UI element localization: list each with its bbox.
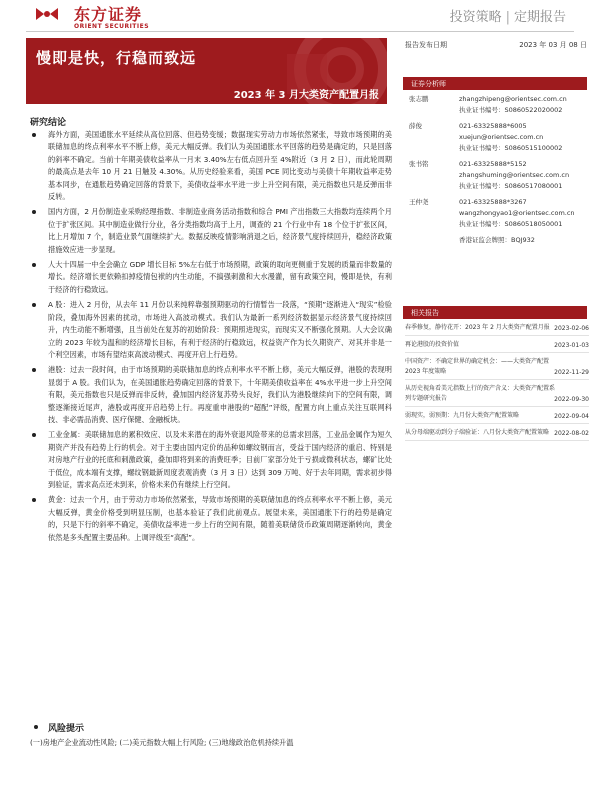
related-report-date: 2022-08-02 (554, 430, 589, 437)
analyst-contact-line: 021-63325888*3267 (459, 198, 527, 206)
license-note: 香港证监会牌照：BQJ932 (459, 236, 535, 244)
report-type-separator: | (505, 10, 510, 25)
bullet-icon (32, 303, 36, 307)
analyst-entry (409, 121, 589, 154)
logo-chinese-name: 东方证券 (74, 5, 143, 24)
related-report-date: 2023-01-03 (554, 342, 589, 349)
analysts-list (409, 94, 589, 246)
analyst-entry (409, 159, 589, 192)
report-title: 慢即是快，行稳而致远 (36, 49, 197, 67)
bullet-icon (32, 498, 36, 502)
analyst-contact (459, 159, 589, 192)
conclusion-paragraph (32, 206, 392, 256)
analyst-name: 薛俊 (409, 122, 422, 130)
related-report-title[interactable]: 从分母端驱动到分子端验证：八月份大类资产配置策略 (405, 429, 550, 436)
report-type-category: 投资策略 (449, 10, 502, 25)
related-report-title[interactable]: 中国资产：不确定世界的确定机会：——大类资产配置 2023 年度策略 (405, 358, 550, 375)
conclusion-paragraph (32, 299, 392, 361)
conclusion-text: 黄金：过去一个月，由于劳动力市场依然紧张，导致市场预期的美联储加息的终点利率水平不断上修，美元大幅反弹，黄金价格受到明显压制，也基本验证了我们此前观点。展望未来，美国通胀下行的趋势是确定的，只是下行的斜率不确定，美债收益率进一步上行的空间有限，随着美联储货币政策周期逐渐转向，黄金依然是多头配置主要品种。上调评级至“高配”。 (48, 495, 392, 542)
risk-title (30, 721, 84, 734)
conclusion-paragraph (32, 259, 392, 296)
analyst-name: 王仲尧 (409, 198, 429, 206)
analyst-entry (409, 197, 589, 230)
analyst-contact-line: 执业证书编号：S0860517080001 (459, 182, 563, 190)
related-reports-header: 相关报告 (403, 306, 587, 319)
conclusion-text: 人大十四届一中全会确立 GDP 增长目标 5%左右低于市场预期，政策的取向更侧重于发展的质量而非数量的增长。经济增长更依赖扣掉疫情包袱的内生动能，不搞强刺激和大水漫灌，留有政策空间，慢即是快，有利于经济的行稳致远。 (48, 260, 392, 294)
analyst-name: 张志鹏 (409, 95, 429, 103)
report-type (450, 6, 566, 25)
orient-securities-logo (34, 2, 184, 32)
related-report-date: 2022-09-04 (554, 413, 589, 420)
analyst-entry (409, 94, 589, 116)
bullet-icon (32, 433, 36, 437)
analyst-contact-line: zhangzhipeng@orientsec.com.cn (459, 95, 567, 103)
logo-english-name: ORIENT SECURITIES (74, 23, 150, 30)
conclusion-paragraph (32, 429, 392, 491)
analyst-contact-line: xuejun@orientsec.com.cn (459, 133, 544, 141)
related-report-title[interactable]: 从历史视角看美元指数上行的资产含义：大类资产配置系列专题研究报告 (405, 385, 556, 402)
publish-date-label: 报告发布日期 (405, 41, 447, 49)
bullet-icon (32, 263, 36, 267)
conclusion-text: A 股：进入 2 月份，从去年 11 月份以来纯粹靠强预期驱动的行情暂告一段落，“预期”逐渐进入“现实”检验阶段，叠加海外因素的扰动，市场进入高波动模式。我们认为最新一系列经济数据显示经济景气度持续回升，内生动能不断增强，且当前处在复苏的初始阶段：预期照进现实，而现实又不断强化预期。人大会议确立的 2023 年较为温和的经济增长目标，有利于经济的行稳致远，权益资产作为长久期资产、对其并非是一个利空因素，市场有望结束高波动模式、再度开启上行趋势。 (48, 300, 392, 359)
related-report-date: 2022-09-30 (554, 396, 589, 403)
related-report-item[interactable] (405, 339, 589, 353)
related-report-item[interactable] (405, 383, 589, 407)
bullet-icon (32, 210, 36, 214)
bullet-icon (32, 133, 36, 137)
related-report-item[interactable] (405, 356, 589, 380)
related-report-date: 2022-11-29 (554, 369, 589, 376)
analyst-contact (459, 94, 589, 116)
related-report-title[interactable]: 弱现实，弱预期：九月份大类资产配置策略 (405, 412, 520, 419)
publish-date-value: 2023 年 03 月 08 日 (519, 41, 587, 49)
related-report-title[interactable]: 再论港股的投资价值 (405, 341, 460, 348)
analyst-contact (459, 197, 589, 230)
header-divider (26, 31, 574, 32)
related-report-item[interactable] (405, 322, 589, 336)
related-report-item[interactable] (405, 410, 589, 424)
conclusion-text: 海外方面，美国通胀水平延续从高位回落、但趋势变缓；数据现实劳动力市场依然紧张，导致市场预期的美联储加息的终点利率水平不断上修，美元大幅反弹。我们认为美国通胀水平回落的趋势是确定的，只是回落的斜率不确定。当前十年期美债收益率从一月末 3.40%左右低点回升至 4%附近（3 月 2 日），而此轮周期的最高点是去年 10 月 21 日触及 4.30%。从历史经验来看，美国 PCE 同比变动与美债十年期收益率走势基本同步，在通胀趋势确定回落的背景下，美债收益率水平进一步上升空间有限，美元指数也只是反弹而非反转。 (48, 130, 392, 202)
section-title: 研究结论 (30, 118, 67, 128)
analyst-contact-line: 执业证书编号：S0860522020002 (459, 106, 563, 114)
conclusion-paragraph (32, 364, 392, 426)
analyst-contact (459, 121, 589, 154)
research-conclusions (32, 129, 392, 547)
bullet-icon (32, 368, 36, 372)
risk-text: (一)房地产企业流动性风险; (二)美元指数大幅上行风险; (三)地缘政治危机持续升温 (30, 738, 294, 747)
related-report-item[interactable] (405, 427, 589, 441)
analyst-name: 张书铭 (409, 160, 429, 168)
analysts-section-header: 证券分析师 (403, 77, 587, 90)
report-subtitle: 2023 年 3 月大类资产配置月报 (233, 90, 379, 101)
conclusion-text: 港股：过去一段时间，由于市场预期的美联储加息的终点利率水平不断上修，美元大幅反弹，港股的表现明显弱于 A 股。我们认为，在美国通胀趋势确定回落的背景下，十年期美债收益率在 4%水平进一步上升空间有限，美元指数也只是反弹而非反转，叠加国内经济复苏势头良好，我们认为港股继续向下的空间有限，调整逐渐接近尾声，港股或再度开启趋势上行。再度重申港股的“超配”评级，配置方向上重点关注互联网科技、非必需品消费、医疗保健、金融板块。 (48, 365, 392, 424)
analyst-contact-line: 021-63325888*5152 (459, 160, 527, 168)
analyst-contact-line: 执业证书编号：S0860518050001 (459, 220, 563, 228)
analyst-contact-line: 执业证书编号：S0860515100002 (459, 144, 563, 152)
logo-mark-icon (34, 4, 60, 24)
conclusion-paragraph (32, 129, 392, 203)
risk-title-text: 风险提示 (48, 724, 85, 734)
related-report-title[interactable]: 春季修复，静待花开：2023 年 2 月大类资产配置月报 (405, 324, 550, 331)
analyst-contact-line: 021-63325888*6005 (459, 122, 527, 130)
report-type-kind: 定期报告 (513, 10, 566, 25)
conclusion-text: 工业金属：美联储加息的累积效应、以及未来潜在的海外衰退风险带来的总需求回落，工业品金属作为短久期资产并没有趋势上行的机会。对于主要由国内定价的品种如螺纹钢而言，受益于国内经济的重启、特别是对房地产行业的托底和刺激政策，叠加即将到来的消费旺季；目前厂家部分处于亏损或微利状态，螺矿比处于低位，成本端有支撑，螺纹钢最新周度表观消费（3 月 3 日）达到 309 万吨、好于去年同期，需求初步得到验证，需求高点还未到来，价格未来仍有继续上行空间。 (48, 430, 392, 489)
conclusion-paragraph (32, 494, 392, 544)
analyst-contact-line: wangzhongyao1@orientsec.com.cn (459, 209, 575, 217)
related-reports-list (405, 322, 589, 444)
analyst-contact-line: zhangshuming@orientsec.com.cn (459, 171, 570, 179)
title-banner (26, 38, 387, 104)
related-report-date: 2023-02-06 (554, 325, 589, 332)
conclusion-text: 国内方面，2 月份制造业采购经理指数、非制造业商务活动指数和综合 PMI 产出指数三大指数均连续两个月位于扩张区间。其中制造业做行分业，各分类指数均高于上月，调查的 21 个行业中有 18 个位于扩张区间，比上月增加 7 个，制造业景气面继续扩大。数据反映疫情影响消退之后，经济景气度持续回升，稳经济政策措施效应进一步显现。 (48, 207, 392, 254)
